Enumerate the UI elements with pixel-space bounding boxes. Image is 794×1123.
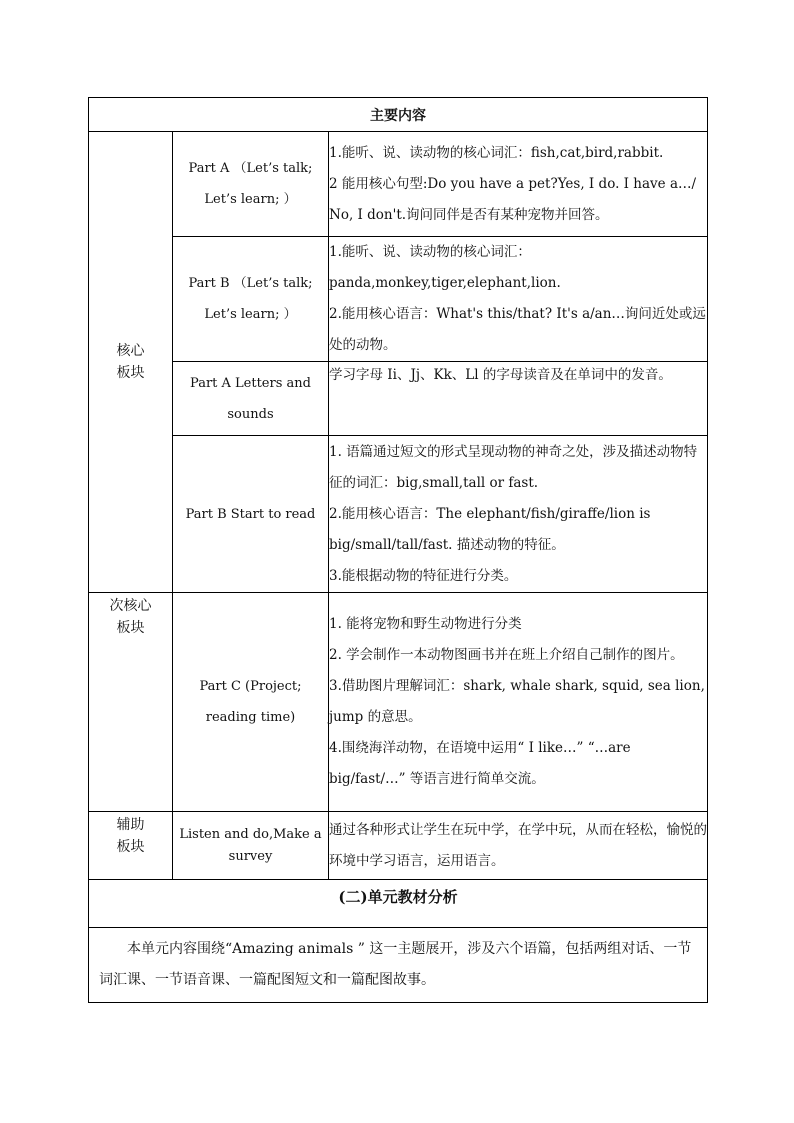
part-label: Part A Letters and sounds [190,375,311,422]
content-cell [329,237,708,362]
content-line: 1. 能将宠物和野生动物进行分类 [329,616,522,632]
content-line: 3.能根据动物的特征进行分类。 [329,567,518,584]
part-cell [173,237,329,362]
content-line: 通过各种形式让学生在玩中学，在学中玩，从而在轻松，愉悦的环境中学习语言，运用语言。 [329,821,707,869]
group-aux [89,812,173,880]
content-line: 2 能用核心句型:Do you have a pet?Yes, I do. I have a…/ No, I don't.询问同伴是否有某种宠物并回答。 [329,175,697,223]
content-line: 1.能听、说、读动物的核心词汇：fish,cat,bird,rabbit. [329,144,664,161]
content-table [88,97,708,1003]
group-sub-core [89,593,173,812]
group-aux-label: 辅助 板块 [116,817,145,855]
content-line: 1. 语篇通过短文的形式呈现动物的神奇之处，涉及描述动物特征的词汇：big,small,tall or fast. [329,443,698,491]
group-core-label: 核心 板块 [116,343,145,381]
content-cell [329,132,708,237]
content-line: 2. 学会制作一本动物图画书并在班上介绍自己制作的图片。 [329,647,684,663]
section-paragraph-cell [89,928,708,1003]
content-line: 3.借助图片理解词汇：shark, whale shark, squid, sea lion, jump 的意思。 [329,678,705,725]
content-line: 4.围绕海洋动物，在语境中运用“ I like…” “…are big/fast/…” 等语言进行简单交流。 [329,740,631,787]
section-title: (二)单元教材分析 [338,888,458,906]
part-cell [173,812,329,880]
part-label: Part B Start to read [185,506,316,522]
content-cell [329,593,708,812]
content-line: 2.能用核心语言：What's this/that? It's a/an…询问近处或远处的动物。 [329,306,706,353]
part-cell [173,132,329,237]
content-line: 2.能用核心语言：The elephant/fish/giraffe/lion is big/small/tall/fast. 描述动物的特征。 [329,505,651,553]
section-title-cell [89,880,708,928]
table-header-title: 主要内容 [370,107,426,124]
part-label: Listen and do,Make a survey [179,826,322,864]
part-label: Part A （Let’s talk; Let’s learn; ） [188,161,313,207]
group-sub-core-label: 次核心 板块 [109,598,152,636]
content-line: 学习字母 Ii、Jj、Kk、Ll 的字母读音及在单词中的发音。 [329,367,672,383]
part-cell [173,362,329,436]
part-cell [173,436,329,593]
part-label: Part C (Project; reading time) [199,679,302,725]
section-paragraph: 本单元内容围绕“Amazing animals ” 这一主题展开，涉及六个语篇，包括两组对话、一节词汇课、一节语音课、一篇配图短文和一篇配图故事。 [99,941,692,988]
content-cell [329,436,708,593]
part-cell [173,593,329,812]
table-header [89,98,708,132]
content-cell [329,812,708,880]
content-cell [329,362,708,436]
part-label: Part B （Let’s talk; Let’s learn; ） [188,276,313,322]
content-line: 1.能听、说、读动物的核心词汇：panda,monkey,tiger,elephant,lion. [329,244,561,291]
group-core [89,132,173,593]
